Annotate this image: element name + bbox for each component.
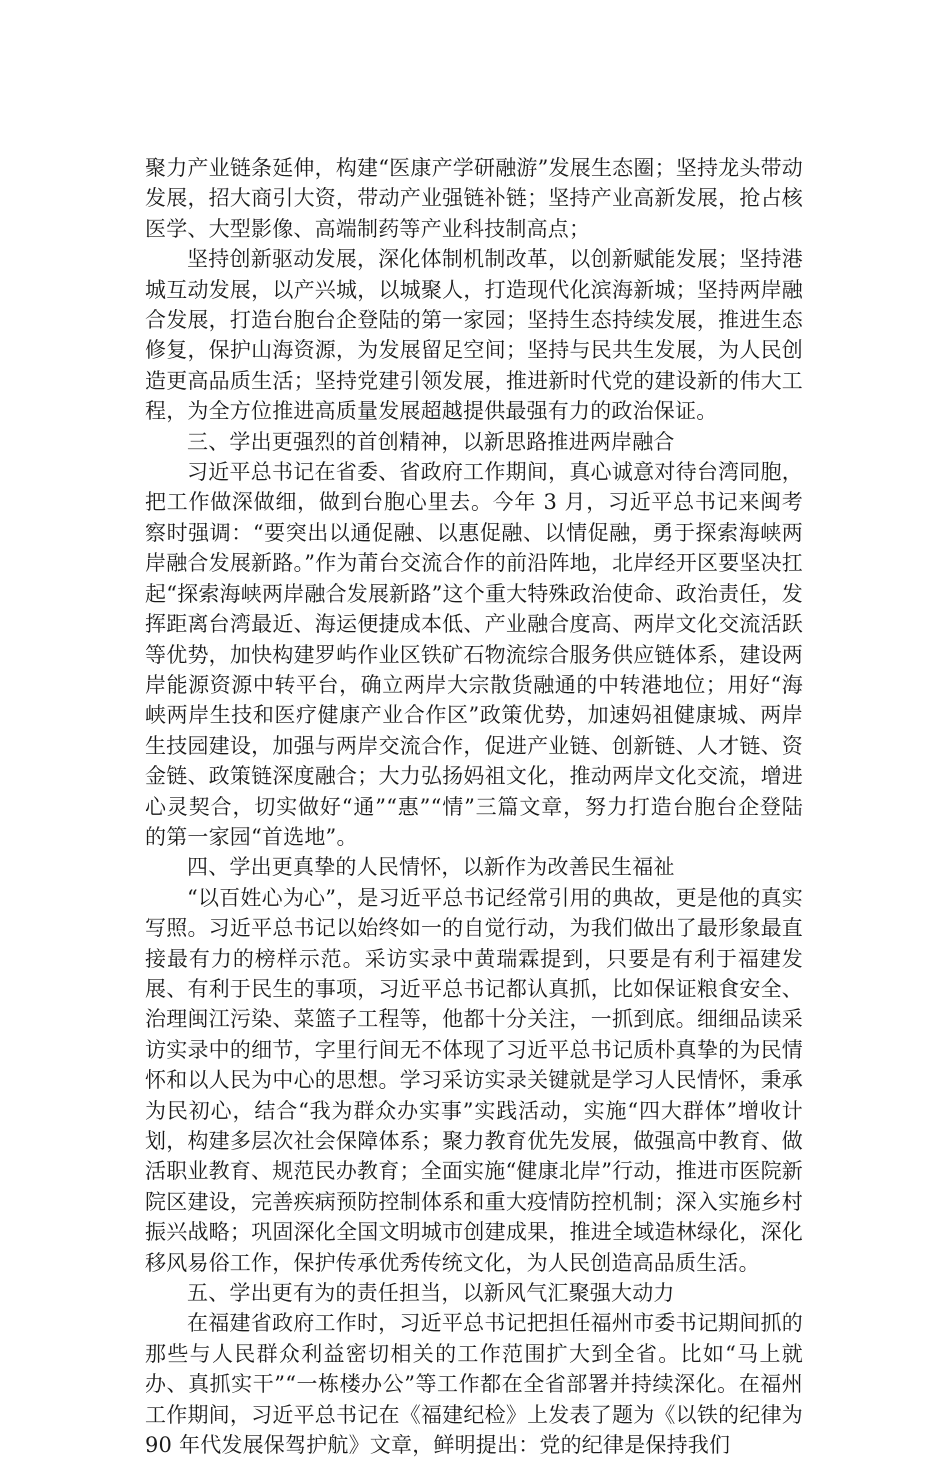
document-body bbox=[145, 153, 803, 1460]
paragraph-responsibility: 在福建省政府工作时，习近平总书记把担任福州市委书记期间抓的那些与人民群众利益密切相关的工作范围扩大到全省。比如“马上就办、真抓实干”“一栋楼办公”等工作都在全省部署并持续深化。在福州工作期间，习近平总书记在《福建纪检》上发表了题为《以铁的纪律为 90 年代发展保驾护航》文章，鲜明提出：党的纪律是保持我们 bbox=[145, 1311, 803, 1458]
paragraph-cross-strait: 习近平总书记在省委、省政府工作期间，真心诚意对待台湾同胞，把工作做深做细，做到台胞心里去。今年 3 月，习近平总书记来闽考察时强调：“要突出以通促融、以惠促融、以情促融，勇于探索海峡两岸融合发展新路。”作为莆台交流合作的前沿阵地，北岸经开区要坚决扛起“探索海峡两岸融合发展新路”这个重大特殊政治使命、政治责任，发挥距离台湾最近、海运便捷成本低、产业融合度高、两岸文化交流活跃等优势，加快构建罗屿作业区铁矿石物流综合服务供应链体系，建设两岸能源资源中转平台，确立两岸大宗散货融通的中转港地位；用好“海峡两岸生技和医疗健康产业合作区”政策优势，加速妈祖健康城、两岸生技园建设，加强与两岸交流合作，促进产业链、创新链、人才链、资金链、政策链深度融合；大力弘扬妈祖文化，推动两岸文化交流，增进心灵契合，切实做好“通”“惠”“情”三篇文章，努力打造台胞台企登陆的第一家园“首选地”。 bbox=[145, 460, 803, 849]
paragraph-industry-chain: 聚力产业链条延伸，构建“医康产学研融游”发展生态圈；坚持龙头带动发展，招大商引大资，带动产业强链补链；坚持产业高新发展，抢占核医学、大型影像、高端制药等产业科技制高点； bbox=[145, 156, 803, 241]
section-heading-5: 五、学出更有为的责任担当，以新风气汇聚强大动力 bbox=[187, 1281, 675, 1306]
paragraph-people-livelihood: “以百姓心为心”，是习近平总书记经常引用的典故，更是他的真实写照。习近平总书记以始终如一的自觉行动，为我们做出了最形象最直接最有力的榜样示范。采访实录中黄瑞霖提到，只要是有利于福建发展、有利于民生的事项，习近平总书记都认真抓，比如保证粮食安全、治理闽江污染、菜篮子工程等，他都十分关注，一抓到底。细细品读采访实录中的细节，字里行间无不体现了习近平总书记质朴真挚的为民情怀和以人民为中心的思想。学习采访实录关键就是学习人民情怀，秉承为民初心，结合“我为群众办实事”实践活动，实施“四大群体”增收计划，构建多层次社会保障体系；聚力教育优先发展，做强高中教育、做活职业教育、规范民办教育；全面实施“健康北岸”行动，推进市医院新院区建设，完善疾病预防控制体系和重大疫情防控机制；深入实施乡村振兴战略；巩固深化全国文明城市创建成果，推进全域造林绿化，深化移风易俗工作，保护传承优秀传统文化，为人民创造高品质生活。 bbox=[145, 885, 803, 1275]
section-heading-3: 三、学出更强烈的首创精神，以新思路推进两岸融合 bbox=[187, 429, 675, 454]
paragraph-innovation-development: 坚持创新驱动发展，深化体制机制改革，以创新赋能发展；坚持港城互动发展，以产兴城，以城聚人，打造现代化滨海新城；坚持两岸融合发展，打造台胞台企登陆的第一家园；坚持生态持续发展，推进生态修复，保护山海资源，为发展留足空间；坚持与民共生发展，为人民创造更高品质生活；坚持党建引领发展，推进新时代党的建设新的伟大工程，为全方位推进高质量发展超越提供最强有力的政治保证。 bbox=[145, 247, 803, 424]
section-heading-4: 四、学出更真挚的人民情怀，以新作为改善民生福祉 bbox=[187, 855, 675, 880]
